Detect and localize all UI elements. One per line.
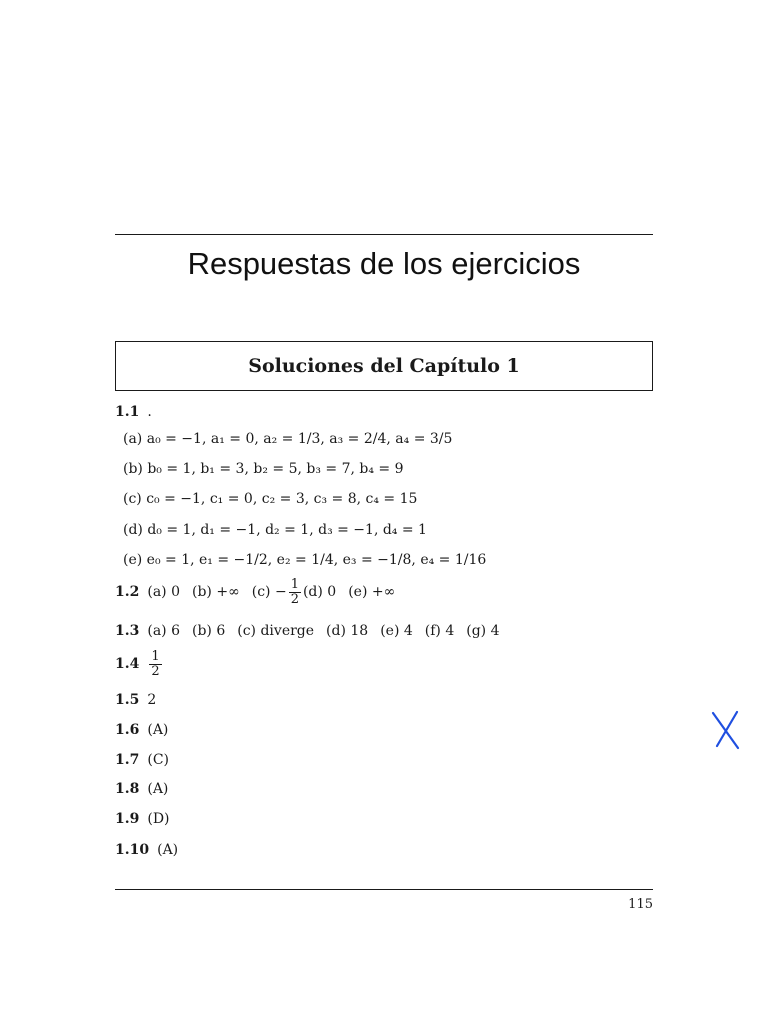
answer-value: 2 xyxy=(147,692,157,708)
problem-1-8 xyxy=(115,781,168,797)
problem-text: . xyxy=(147,404,152,420)
problem-number: 1.2 xyxy=(115,584,140,601)
section-header-box xyxy=(115,341,653,391)
problem-1-9 xyxy=(115,811,170,827)
answer-value: (D) xyxy=(147,811,170,827)
problem-number: 1.5 xyxy=(115,692,140,708)
answer-g: (g) 4 xyxy=(466,623,500,639)
answer-d: (d) 18 xyxy=(326,623,369,639)
answer-part-d: (d) d₀ = 1, d₁ = −1, d₂ = 1, d₃ = −1, d₄ = 1 xyxy=(123,522,427,538)
chapter-title: Respuestas de los ejercicios xyxy=(187,246,581,281)
section-title: Soluciones del Capítulo 1 xyxy=(248,355,520,377)
problem-1-6 xyxy=(115,722,168,738)
fraction-denominator: 2 xyxy=(151,663,160,679)
answer-d: (d) 0 xyxy=(302,584,337,601)
answer-c-fraction xyxy=(289,578,301,606)
problem-1-2 xyxy=(115,578,407,606)
fraction-numerator: 1 xyxy=(290,577,299,592)
problem-1-5 xyxy=(115,692,156,708)
problem-1-3 xyxy=(115,623,512,639)
answer-a: (a) 6 xyxy=(147,623,180,639)
problem-number: 1.1 xyxy=(115,404,140,420)
answer-e: (e) +∞ xyxy=(348,584,396,601)
answer-part-c: (c) c₀ = −1, c₁ = 0, c₂ = 3, c₃ = 8, c₄ = 15 xyxy=(123,491,418,507)
answer-c-prefix: (c) − xyxy=(251,584,287,601)
problem-1-7 xyxy=(115,752,169,768)
answer-f: (f) 4 xyxy=(424,623,455,639)
problem-1-10 xyxy=(115,842,178,858)
answer-a: (a) 0 xyxy=(147,584,180,601)
answer-part-a: (a) a₀ = −1, a₁ = 0, a₂ = 1/3, a₃ = 2/4, a₄ = 3/5 xyxy=(123,431,453,447)
answer-value: (A) xyxy=(157,842,179,858)
page-number: 115 xyxy=(628,897,653,912)
answer-value: (A) xyxy=(147,781,169,797)
problem-number: 1.8 xyxy=(115,781,140,797)
problem-number: 1.10 xyxy=(115,842,150,858)
answer-c: (c) diverge xyxy=(237,623,315,639)
problem-number: 1.3 xyxy=(115,623,140,639)
answer-e: (e) 4 xyxy=(380,623,413,639)
fraction-numerator: 1 xyxy=(151,649,160,664)
answer-part-b: (b) b₀ = 1, b₁ = 3, b₂ = 5, b₃ = 7, b₄ = 9 xyxy=(123,461,404,477)
bottom-rule xyxy=(115,889,653,890)
top-rule xyxy=(115,234,653,235)
answer-fraction xyxy=(149,650,161,678)
problem-number: 1.6 xyxy=(115,722,140,738)
problem-1-4 xyxy=(115,650,164,678)
problem-number: 1.4 xyxy=(115,656,140,673)
answer-value: (C) xyxy=(147,752,169,768)
fraction-denominator: 2 xyxy=(290,591,299,607)
problem-number: 1.7 xyxy=(115,752,140,768)
answer-part-e: (e) e₀ = 1, e₁ = −1/2, e₂ = 1/4, e₃ = −1/8, e₄ = 1/16 xyxy=(123,552,487,568)
answer-b: (b) +∞ xyxy=(192,584,240,601)
handwritten-x-mark xyxy=(708,708,742,752)
problem-1-1 xyxy=(115,404,152,420)
answer-b: (b) 6 xyxy=(192,623,226,639)
problem-number: 1.9 xyxy=(115,811,140,827)
answer-value: (A) xyxy=(147,722,169,738)
